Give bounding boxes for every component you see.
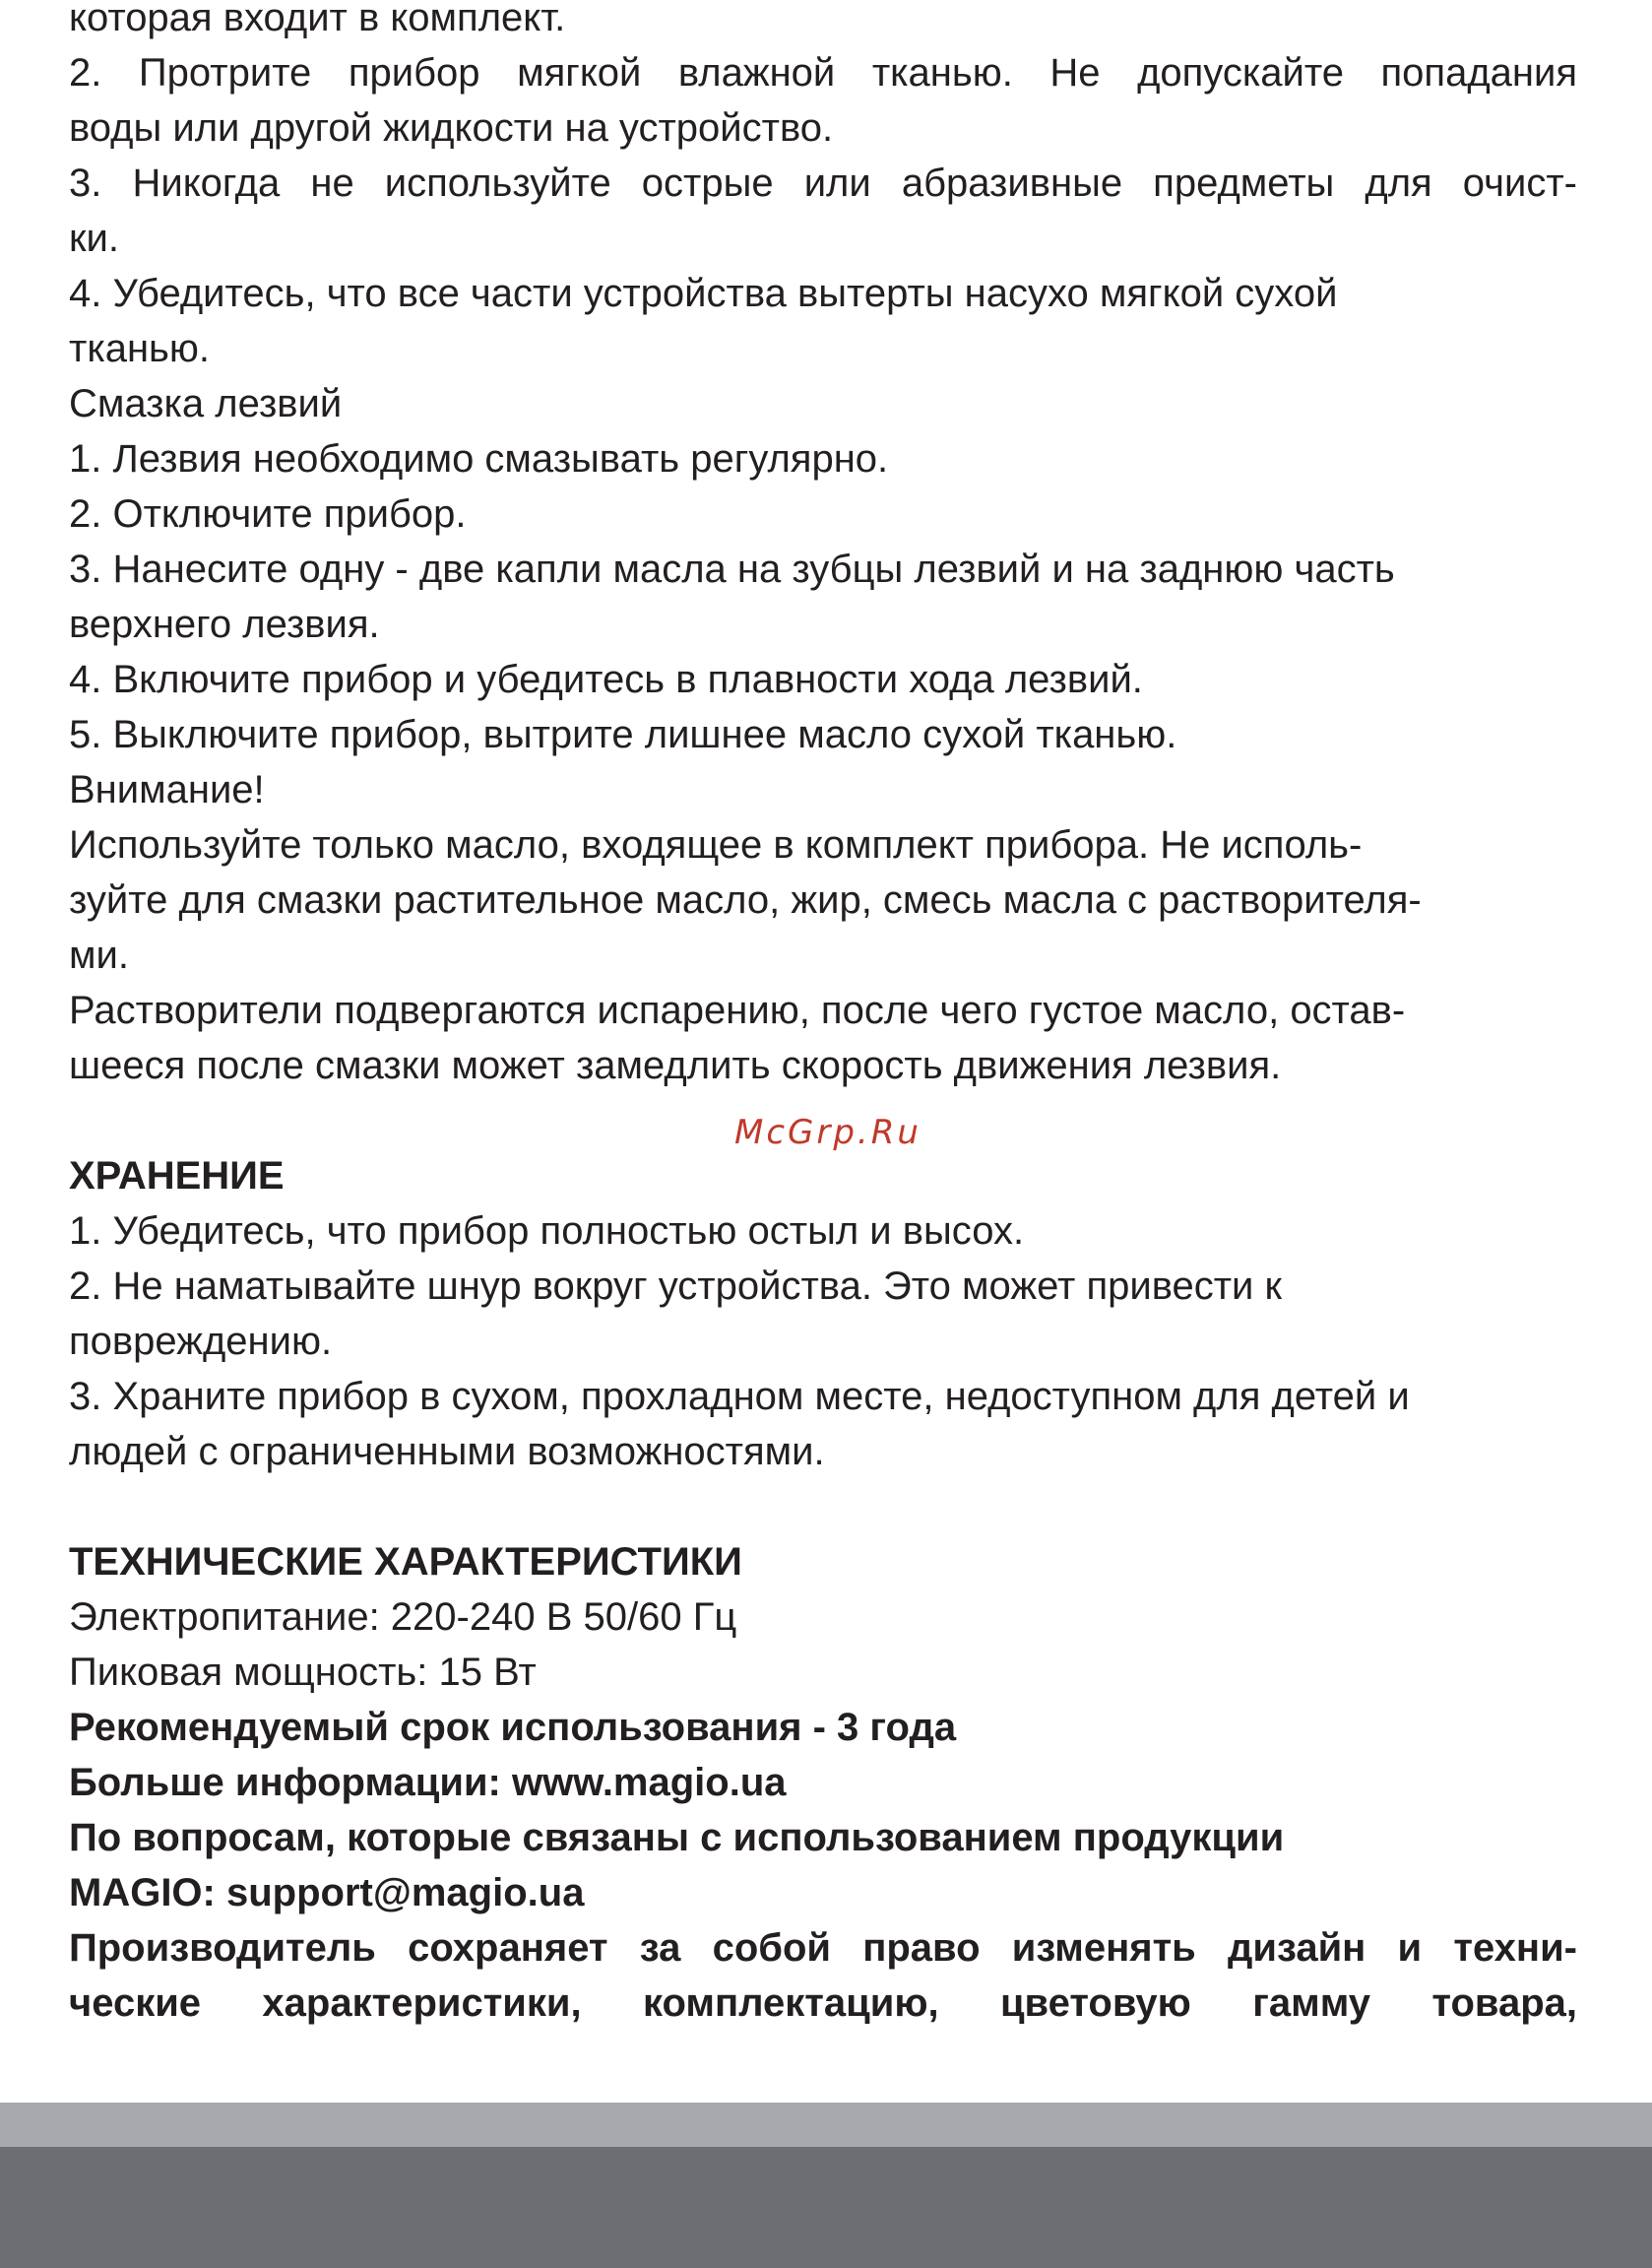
specs-heading: ТЕХНИЧЕСКИЕ ХАРАКТЕРИСТИКИ (69, 1540, 742, 1584)
text-line: 4. Убедитесь, что все части устройства вытерты насухо мягкой сухой (69, 272, 1338, 315)
text-line: 1. Лезвия необходимо смазывать регулярно. (69, 437, 889, 481)
text-line: 2. Протрите прибор мягкой влажной тканью. Не допускайте попадания (69, 51, 1577, 95)
storage-heading: ХРАНЕНИЕ (69, 1154, 285, 1198)
support-email-line: MAGIO: support@magio.ua (69, 1871, 585, 1914)
watermark: McGrp.Ru (734, 1113, 921, 1152)
text-line: 5. Выключите прибор, вытрите лишнее масло сухой тканью. (69, 713, 1177, 756)
warning-label: Внимание! (69, 768, 265, 811)
text-line: 3. Храните прибор в сухом, прохладном месте, недоступном для детей и (69, 1375, 1410, 1418)
service-life-line: Рекомендуемый срок использования - 3 года (69, 1706, 957, 1749)
text-line: ми. (69, 934, 129, 977)
text-line: которая входит в комплект. (69, 0, 566, 39)
support-line: По вопросам, которые связаны с использованием продукции (69, 1816, 1285, 1859)
text-line: воды или другой жидкости на устройство. (69, 106, 834, 150)
text-line: 3. Нанесите одну - две капли масла на зубцы лезвий и на заднюю часть (69, 548, 1395, 591)
disclaimer-line: ческие характеристики, комплектацию, цветовую гамму товара, (69, 1981, 1577, 2025)
info-link-line: Больше информации: www.magio.ua (69, 1761, 787, 1804)
footer-band-dark (0, 2147, 1652, 2268)
footer-band-light (0, 2103, 1652, 2147)
peak-power-line: Пиковая мощность: 15 Вт (69, 1651, 537, 1694)
text-line: зуйте для смазки растительное масло, жир, смесь масла с растворителя- (69, 878, 1422, 922)
text-line: 4. Включите прибор и убедитесь в плавности хода лезвий. (69, 658, 1143, 701)
text-line: Используйте только масло, входящее в комплект прибора. Не исполь- (69, 823, 1363, 867)
text-line: тканью. (69, 327, 210, 370)
power-supply-line: Электропитание: 220-240 В 50/60 Гц (69, 1595, 737, 1639)
text-line: 3. Никогда не используйте острые или абразивные предметы для очист- (69, 162, 1577, 205)
text-line: ки. (69, 217, 119, 260)
text-line: 2. Не наматывайте шнур вокруг устройства. Это может привести к (69, 1264, 1283, 1308)
text-line: людей с ограниченными возможностями. (69, 1430, 825, 1473)
lubrication-heading: Смазка лезвий (69, 382, 343, 425)
section-gap (69, 1479, 1577, 1534)
text-line: 2. Отключите прибор. (69, 492, 467, 536)
text-line: 1. Убедитесь, что прибор полностью остыл и высох. (69, 1209, 1025, 1253)
text-line: повреждению. (69, 1320, 333, 1363)
text-line: Растворители подвергаются испарению, после чего густое масло, остав- (69, 989, 1406, 1032)
text-line: шееся после смазки может замедлить скорость движения лезвия. (69, 1044, 1282, 1087)
text-line: верхнего лезвия. (69, 603, 380, 646)
manual-page (69, 0, 1577, 2031)
disclaimer-line: Производитель сохраняет за собой право изменять дизайн и техни- (69, 1926, 1577, 1970)
